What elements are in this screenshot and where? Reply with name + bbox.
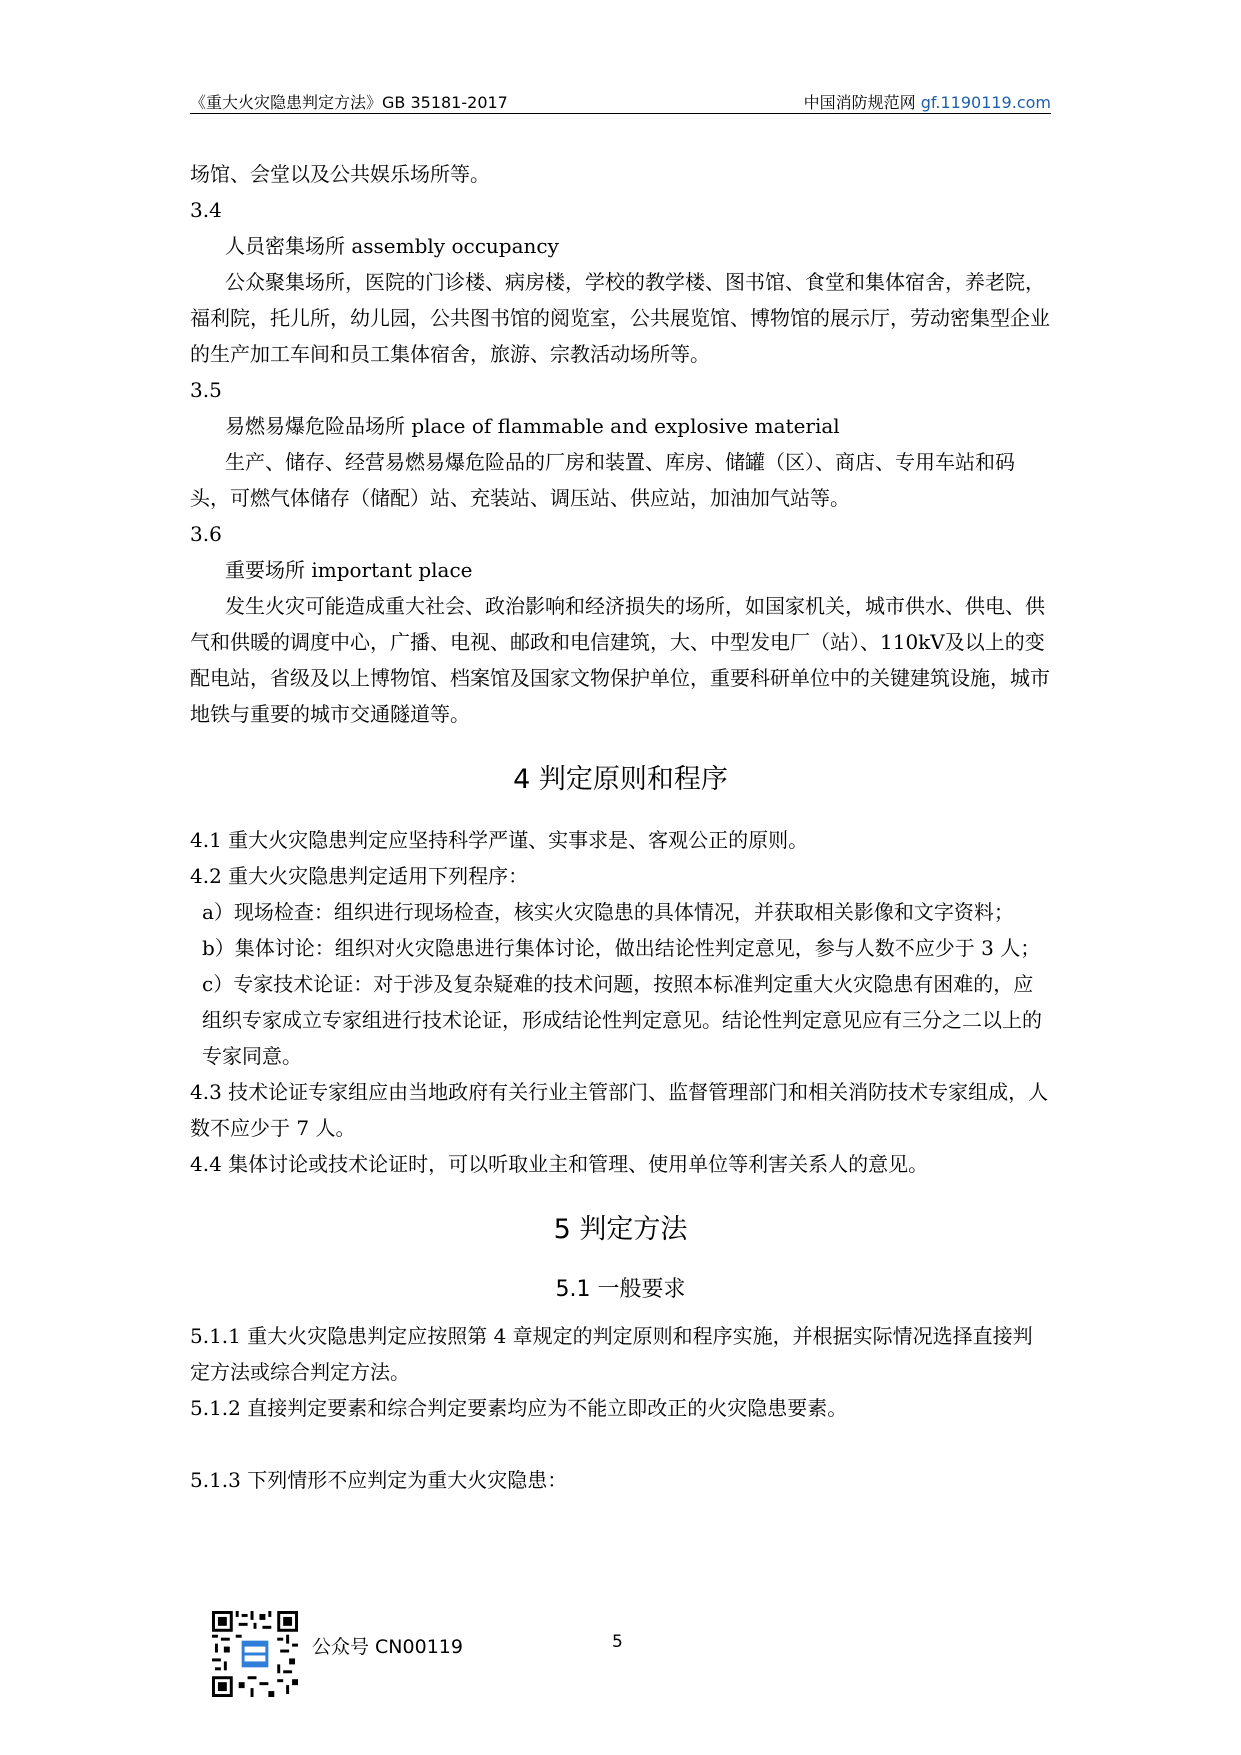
clause-number-3-6: 3.6: [190, 522, 222, 546]
procedure-item-b: b）集体讨论：组织对火灾隐患进行集体讨论，做出结论性判定意见，参与人数不应少于 3 人；: [202, 936, 1041, 960]
clause-number-3-5: 3.5: [190, 378, 222, 402]
header-site-link[interactable]: gf.1190119.com: [920, 93, 1051, 112]
clause-4-2: 4.2 重大火灾隐患判定适用下列程序：: [190, 864, 529, 888]
chapter-4-title: 4 判定原则和程序: [513, 764, 728, 795]
page-number: 5: [612, 1632, 623, 1652]
section-5-1-title: 5.1 一般要求: [555, 1277, 686, 1302]
header-divider: [190, 113, 1051, 114]
spacer: [190, 1426, 1051, 1462]
procedure-item-c: c）专家技术论证：对于涉及复杂疑难的技术问题，按照本标准判定重大火灾隐患有困难的，应组织专家成立专家组进行技术论证，形成结论性判定意见。结论性判定意见应有三分之二以上的专家同意。: [202, 972, 1042, 1068]
clause-4-4: 4.4 集体讨论或技术论证时，可以听取业主和管理、使用单位等利害关系人的意见。: [190, 1152, 929, 1176]
term-3-4: 人员密集场所 assembly occupancy: [225, 234, 559, 258]
definition-3-5: 生产、储存、经营易燃易爆危险品的厂房和装置、库房、储罐（区）、商店、专用车站和码头，可燃气体储存（储配）站、充装站、调压站、供应站，加油加气站等。: [190, 450, 1015, 510]
clause-5-1-2: 5.1.2 直接判定要素和综合判定要素均应为不能立即改正的火灾隐患要素。: [190, 1396, 848, 1420]
page-body: [190, 156, 1051, 1498]
procedure-item-a: a）现场检查：组织进行现场检查，核实火灾隐患的具体情况，并获取相关影像和文字资料；: [202, 900, 1014, 924]
clause-4-3: 4.3 技术论证专家组应由当地政府有关行业主管部门、监督管理部门和相关消防技术专家组成，人数不应少于 7 人。: [190, 1080, 1049, 1140]
chapter-5-title: 5 判定方法: [553, 1214, 688, 1245]
term-3-6: 重要场所 important place: [225, 558, 473, 582]
header-site: [804, 90, 1051, 113]
clause-5-1-1: 5.1.1 重大火灾隐患判定应按照第 4 章规定的判定原则和程序实施，并根据实际情况选择直接判定方法或综合判定方法。: [190, 1324, 1033, 1384]
clause-5-1-3: 5.1.3 下列情形不应判定为重大火灾隐患：: [190, 1468, 568, 1492]
wechat-account: 公众号 CN00119: [312, 1636, 463, 1658]
term-3-5: 易燃易爆危险品场所 place of flammable and explosive material: [225, 414, 840, 438]
header-site-label: 中国消防规范网: [803, 93, 916, 112]
clause-4-1: 4.1 重大火灾隐患判定应坚持科学严谨、实事求是、客观公正的原则。: [190, 828, 809, 852]
intro-line: 场馆、会堂以及公共娱乐场所等。: [190, 162, 490, 186]
header-standard-title: 《重大火灾隐患判定方法》GB 35181-2017: [190, 93, 508, 112]
definition-3-4: 公众聚集场所，医院的门诊楼、病房楼，学校的教学楼、图书馆、食堂和集体宿舍，养老院，福利院，托儿所，幼儿园，公共图书馆的阅览室，公共展览馆、博物馆的展示厅，劳动密集型企业的生产加工车间和员工集体宿舍，旅游、宗教活动场所等。: [190, 270, 1050, 366]
qr-code-icon: [212, 1611, 298, 1697]
clause-number-3-4: 3.4: [190, 198, 222, 222]
definition-3-6: 发生火灾可能造成重大社会、政治影响和经济损失的场所，如国家机关，城市供水、供电、供气和供暖的调度中心，广播、电视、邮政和电信建筑，大、中型发电厂（站）、110kV及以上的变配电站，省级及以上博物馆、档案馆及国家文物保护单位，重要科研单位中的关键建筑设施，城市地铁与重要的城市交通隧道等。: [190, 594, 1050, 726]
